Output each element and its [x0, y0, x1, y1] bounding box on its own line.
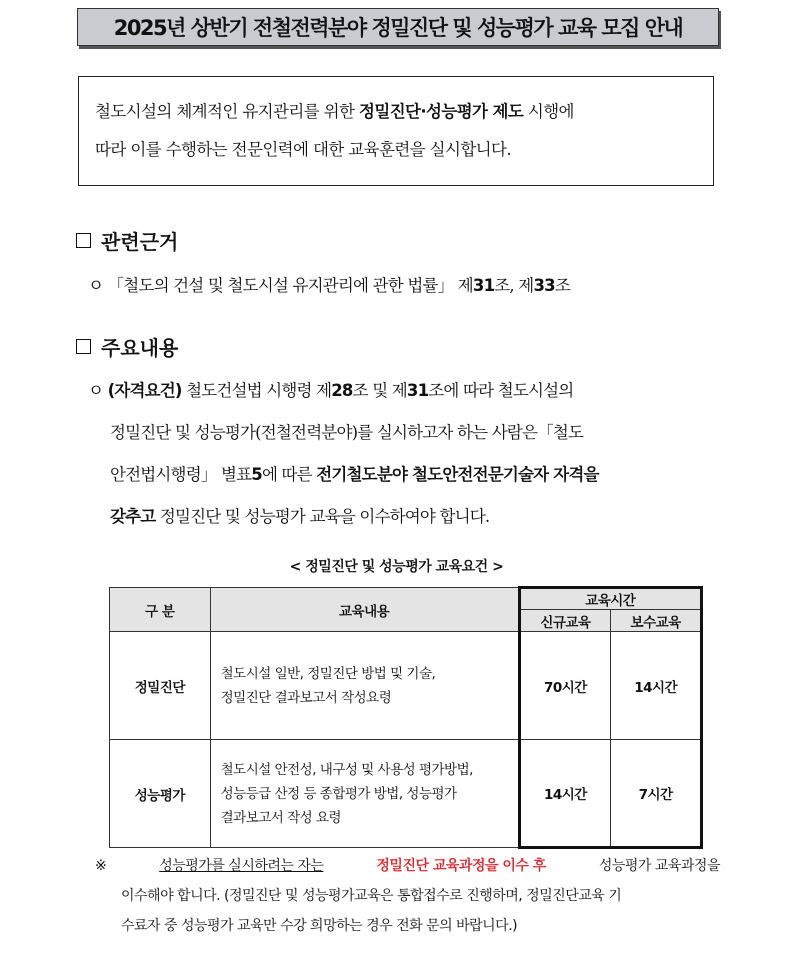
education-requirements-table — [109, 586, 703, 849]
header-hours: 교육시간 — [519, 588, 701, 610]
header-category: 구 분 — [110, 588, 211, 632]
row-new-hours: 14시간 — [519, 740, 611, 848]
row-name: 정밀진단 — [110, 632, 211, 740]
page-title: 2025년 상반기 전철전력분야 정밀진단 및 성능평가 교육 모집 안내 — [77, 8, 719, 46]
row-refresh-hours: 7시간 — [611, 740, 702, 848]
intro-highlight: 정밀진단·성능평가 제도 — [359, 102, 524, 121]
section-heading-main — [76, 332, 178, 361]
intro-text: 철도시설의 체계적인 유지관리를 위한 — [95, 102, 360, 121]
intro-box — [78, 76, 714, 186]
bullet-icon: ㅇ — [88, 381, 104, 400]
qualification-paragraph — [88, 370, 720, 538]
table-row — [110, 632, 702, 740]
basis-text: 「철도의 건설 및 철도시설 유지관리에 관한 법률」 제31조, 제33조 — [107, 276, 570, 295]
footnote — [95, 851, 720, 941]
section-title: 주요내용 — [101, 336, 179, 360]
bullet-icon: ㅇ — [88, 276, 104, 295]
footnote-line: 수료자 중 성능평가 교육만 수강 희망하는 경우 전화 문의 바랍니다.) — [121, 918, 518, 934]
footnote-line: ※ 성능평가를 실시하려는 자는 정밀진단 교육과정을 이수 후 성능평가 교육과정을 — [95, 851, 720, 881]
table-caption: < 정밀진단 및 성능평가 교육요건 > — [289, 559, 504, 575]
qualification-label: (자격요건) — [107, 381, 182, 400]
row-refresh-hours: 14시간 — [611, 632, 702, 740]
paragraph-line: 안전법시행령」 별표5에 따른 전기철도분야 철도안전전문기술자 자격을 — [110, 465, 599, 484]
reference-mark-icon: ※ — [95, 858, 107, 874]
basis-bullet — [88, 272, 570, 296]
footnote-line: 이수해야 합니다. (정밀진단 및 성능평가교육은 통합접수로 진행하며, 정밀진단교육 기 — [121, 888, 622, 904]
footnote-highlight: 정밀진단 교육과정을 이수 후 — [376, 858, 546, 874]
section-heading-basis — [76, 226, 178, 255]
paragraph-line: 정밀진단 및 성능평가(전철전력분야)를 실시하고자 하는 사람은「철도 — [110, 423, 584, 442]
intro-line-2: 따라 이를 수행하는 전문인력에 대한 교육훈련을 실시합니다. — [95, 140, 511, 159]
row-content: 철도시설 안전성, 내구성 및 사용성 평가방법, 성능등급 산정 등 종합평가 방법, 성능평가 결과보고서 작성 요령 — [210, 740, 519, 848]
checkbox-square-icon — [76, 233, 91, 248]
row-new-hours: 70시간 — [519, 632, 611, 740]
row-content: 철도시설 일반, 정밀진단 방법 및 기술, 정밀진단 결과보고서 작성요령 — [210, 632, 519, 740]
qualification-highlight: 전기철도분야 철도안전전문기술자 자격을 — [316, 465, 599, 484]
paragraph-line: ㅇ (자격요건) 철도건설법 시행령 제28조 및 제31조에 따라 철도시설의 — [88, 381, 574, 400]
paragraph-line: 갖추고 정밀진단 및 성능평가 교육을 이수하여야 합니다. — [110, 507, 490, 526]
intro-text: 시행에 — [523, 102, 574, 121]
row-name: 성능평가 — [110, 740, 211, 848]
header-refresh: 보수교육 — [611, 610, 702, 632]
checkbox-square-icon — [76, 339, 91, 354]
header-new: 신규교육 — [519, 610, 611, 632]
header-content: 교육내용 — [210, 588, 519, 632]
table-row — [110, 740, 702, 848]
section-title: 관련근거 — [101, 230, 179, 254]
intro-line-1 — [95, 93, 705, 131]
